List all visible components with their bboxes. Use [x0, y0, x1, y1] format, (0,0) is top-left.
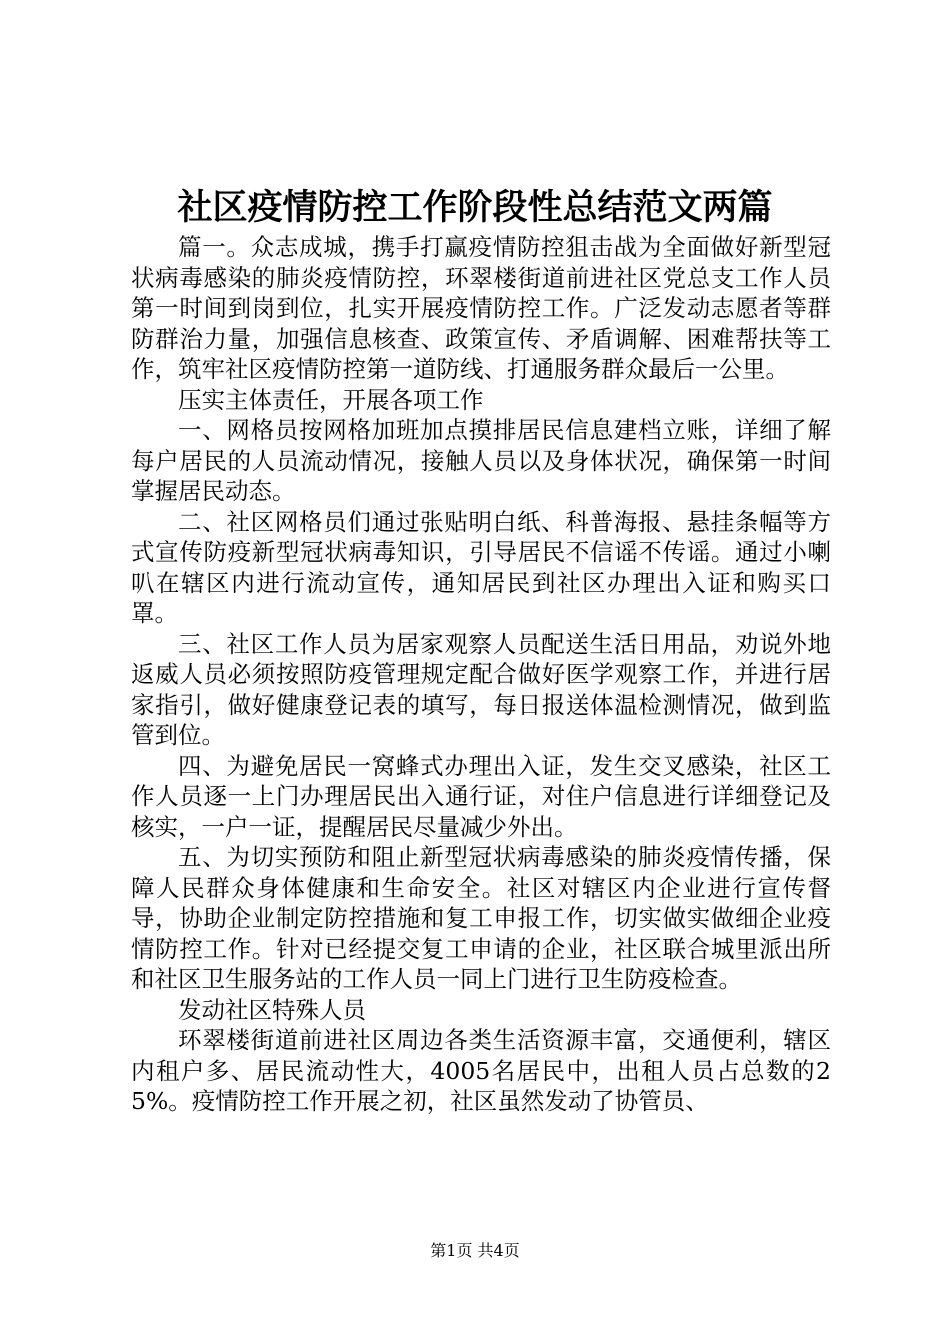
- paragraph-2: 一、网格员按网格加班加点摸排居民信息建档立账，详细了解每户居民的人员流动情况，接触人员以及身体状况，确保第一时间掌握居民动态。: [131, 416, 831, 505]
- page-footer: 第1页 共4页: [430, 1241, 520, 1260]
- paragraph-4: 三、社区工作人员为居家观察人员配送生活日用品，劝说外地返威人员必须按照防疫管理规定配合做好医学观察工作，并进行居家指引，做好健康登记表的填写，每日报送体温检测情况，做到监管到位。: [131, 629, 831, 749]
- section-heading-1: 压实主体责任，开展各项工作: [178, 385, 484, 414]
- paragraph-3: 二、社区网格员们通过张贴明白纸、科普海报、悬挂条幅等方式宣传防疫新型冠状病毒知识，引导居民不信谣不传谣。通过小喇叭在辖区内进行流动宣传，通知居民到社区办理出入证和购买口罩。: [131, 507, 831, 627]
- paragraph-6: 五、为切实预防和阻止新型冠状病毒感染的肺炎疫情传播，保障人民群众身体健康和生命安全。社区对辖区内企业进行宣传督导，协助企业制定防控措施和复工申报工作，切实做实做细企业疫情防控工作。针对已经提交复工申请的企业，社区联合城里派出所和社区卫生服务站的工作人员一同上门进行卫生防疫检查。: [131, 843, 831, 993]
- document-body: [131, 232, 831, 1117]
- document-title: 社区疫情防控工作阶段性总结范文两篇: [177, 187, 773, 228]
- section-heading-2: 发动社区特殊人员: [178, 995, 366, 1024]
- paragraph-1: 篇一。众志成城，携手打赢疫情防控狙击战为全面做好新型冠状病毒感染的肺炎疫情防控，环翠楼街道前进社区党总支工作人员第一时间到岗到位，扎实开展疫情防控工作。广泛发动志愿者等群防群治力量，加强信息核查、政策宣传、矛盾调解、困难帮扶等工作，筑牢社区疫情防控第一道防线、打通服务群众最后一公里。: [131, 233, 831, 383]
- paragraph-7: 环翠楼街道前进社区周边各类生活资源丰富，交通便利，辖区内租户多、居民流动性大，4005名居民中，出租人员占总数的25%。疫情防控工作开展之初，社区虽然发动了协管员、: [131, 1026, 831, 1115]
- paragraph-5: 四、为避免居民一窝蜂式办理出入证，发生交叉感染，社区工作人员逐一上门办理居民出入通行证，对住户信息进行详细登记及核实，一户一证，提醒居民尽量减少外出。: [131, 751, 831, 841]
